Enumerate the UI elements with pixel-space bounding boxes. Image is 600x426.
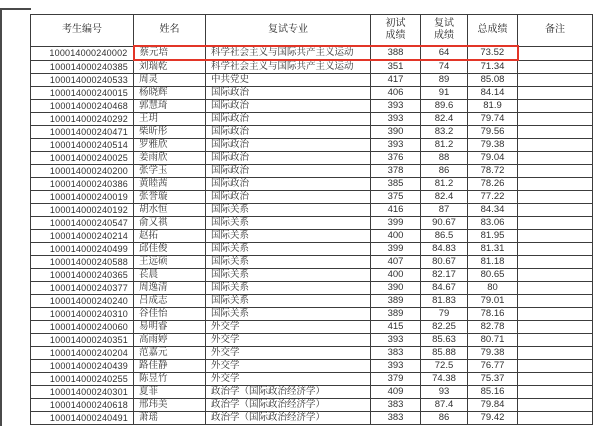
table-row [31,373,593,386]
table-row [31,217,593,230]
cell-remark [518,217,593,230]
cell-major: 外交学 [206,360,371,373]
cell-candidate-id: 100014000240214 [31,230,134,243]
cell-retest-score: 85.63 [421,334,468,347]
header-total-score [468,15,518,47]
cell-retest-score: 81.83 [421,295,468,308]
cell-major: 国际关系 [206,269,371,282]
cell-name: 罗雅欣 [134,139,206,152]
header-remark-label: 备注 [545,24,565,36]
cell-major: 科学社会主义与国际共产主义运动 [206,60,371,74]
cell-initial-score: 390 [371,126,421,139]
table-row [31,243,593,256]
cell-retest-score: 81.2 [421,178,468,191]
table-row [31,191,593,204]
cell-candidate-id: 100014000240292 [31,113,134,126]
cell-retest-score: 74.38 [421,373,468,386]
cell-remark [518,399,593,412]
cell-retest-score: 74 [421,60,468,74]
cell-retest-score: 86.5 [421,230,468,243]
cell-candidate-id: 100014000240385 [31,60,134,74]
cell-candidate-id: 100014000240547 [31,217,134,230]
cell-name: 高雨婷 [134,334,206,347]
cell-retest-score: 86 [421,165,468,178]
cell-candidate-id: 100014000240060 [31,321,134,334]
cell-major: 国际政治 [206,100,371,113]
cell-total-score: 79.01 [468,295,518,308]
cell-initial-score: 389 [371,308,421,321]
cell-major: 外交学 [206,347,371,360]
cell-major: 国际政治 [206,178,371,191]
cell-total-score: 81.95 [468,230,518,243]
cell-name: 黄睦茜 [134,178,206,191]
cell-initial-score: 407 [371,256,421,269]
cell-total-score: 85.08 [468,74,518,87]
cell-major: 国际政治 [206,126,371,139]
cell-retest-score: 82.4 [421,113,468,126]
table-row [31,308,593,321]
cell-remark [518,334,593,347]
cell-candidate-id: 100014000240192 [31,204,134,217]
table-row [31,60,593,74]
cell-remark [518,152,593,165]
cell-retest-score: 86 [421,412,468,425]
cell-major: 政治学（国际政治经济学） [206,412,371,425]
cell-total-score: 79.04 [468,152,518,165]
cell-initial-score: 393 [371,334,421,347]
cell-name: 蔡元培 [134,46,206,60]
cell-remark [518,373,593,386]
cell-major: 国际关系 [206,204,371,217]
cell-initial-score: 417 [371,74,421,87]
cell-total-score: 85.16 [468,386,518,399]
cell-initial-score: 390 [371,282,421,295]
cell-remark [518,412,593,425]
cell-remark [518,360,593,373]
cell-remark [518,347,593,360]
cell-initial-score: 351 [371,60,421,74]
cell-remark [518,126,593,139]
cell-name: 杨晓辉 [134,87,206,100]
cell-initial-score: 400 [371,269,421,282]
cell-name: 邱佳俊 [134,243,206,256]
table-row [31,139,593,152]
cell-candidate-id: 100014000240015 [31,87,134,100]
cell-initial-score: 375 [371,191,421,204]
table-row [31,334,593,347]
cell-name: 路佳静 [134,360,206,373]
cell-total-score: 82.78 [468,321,518,334]
table-row [31,321,593,334]
cell-remark [518,256,593,269]
cell-major: 外交学 [206,373,371,386]
header-major-label: 复试专业 [268,24,308,35]
cell-candidate-id: 100014000240240 [31,295,134,308]
cell-name: 萧瑶 [134,412,206,425]
cell-retest-score: 82.17 [421,269,468,282]
header-major [206,15,371,47]
header-initial-score [371,15,421,47]
cell-name: 王远硕 [134,256,206,269]
table-row [31,46,593,60]
cell-retest-score: 84.83 [421,243,468,256]
cell-major: 国际关系 [206,217,371,230]
cell-total-score: 83.06 [468,217,518,230]
cell-major: 国际政治 [206,87,371,100]
cell-retest-score: 90.67 [421,217,468,230]
cell-retest-score: 80.67 [421,256,468,269]
cell-remark [518,308,593,321]
cell-remark [518,113,593,126]
page-top-edge-line [0,8,31,10]
table-body [31,46,593,425]
cell-major: 国际政治 [206,139,371,152]
header-name [134,15,206,47]
table-row [31,412,593,425]
admission-score-table [30,14,593,425]
cell-candidate-id: 100014000240310 [31,308,134,321]
cell-initial-score: 379 [371,373,421,386]
cell-candidate-id: 100014000240025 [31,152,134,165]
cell-name: 周逸清 [134,282,206,295]
cell-major: 科学社会主义与国际共产主义运动 [206,46,371,60]
cell-candidate-id: 100014000240377 [31,282,134,295]
cell-candidate-id: 100014000240200 [31,165,134,178]
cell-total-score: 77.22 [468,191,518,204]
cell-remark [518,46,593,60]
table-row [31,152,593,165]
cell-retest-score: 64 [421,46,468,60]
cell-initial-score: 409 [371,386,421,399]
cell-total-score: 80.65 [468,269,518,282]
cell-remark [518,100,593,113]
cell-major: 国际关系 [206,295,371,308]
cell-candidate-id: 100014000240491 [31,412,134,425]
cell-total-score: 81.31 [468,243,518,256]
cell-initial-score: 393 [371,139,421,152]
cell-candidate-id: 100014000240471 [31,126,134,139]
cell-name: 周灵 [134,74,206,87]
cell-initial-score: 393 [371,100,421,113]
header-name-label: 姓名 [159,24,180,35]
cell-total-score: 80 [468,282,518,295]
cell-remark [518,165,593,178]
table-row [31,204,593,217]
header-total-score-label: 总成绩 [477,24,508,35]
cell-name: 易明睿 [134,321,206,334]
cell-name: 柴昕彤 [134,126,206,139]
cell-total-score: 81.18 [468,256,518,269]
cell-candidate-id: 100014000240618 [31,399,134,412]
cell-name: 苌晨 [134,269,206,282]
cell-candidate-id: 100014000240514 [31,139,134,152]
cell-total-score: 73.52 [468,46,518,60]
cell-remark [518,204,593,217]
cell-candidate-id: 100014000240351 [31,334,134,347]
cell-retest-score: 81.2 [421,139,468,152]
cell-major: 中共党史 [206,74,371,87]
cell-major: 外交学 [206,321,371,334]
cell-initial-score: 393 [371,113,421,126]
cell-major: 国际政治 [206,152,371,165]
cell-remark [518,386,593,399]
cell-total-score: 78.16 [468,308,518,321]
cell-initial-score: 400 [371,230,421,243]
cell-major: 国际政治 [206,191,371,204]
cell-name: 刘瑞乾 [134,60,206,74]
cell-retest-score: 85.88 [421,347,468,360]
cell-name: 赵拓 [134,230,206,243]
cell-name: 姜雨欣 [134,152,206,165]
cell-name: 陈昱竹 [134,373,206,386]
cell-initial-score: 388 [371,46,421,60]
cell-total-score: 79.38 [468,139,518,152]
cell-name: 王玥 [134,113,206,126]
table-row [31,386,593,399]
cell-name: 胡水恒 [134,204,206,217]
cell-name: 郭慧琦 [134,100,206,113]
page-left-edge-line [0,8,2,426]
cell-total-score: 79.56 [468,126,518,139]
cell-retest-score: 79 [421,308,468,321]
cell-major: 国际关系 [206,243,371,256]
cell-retest-score: 83.2 [421,126,468,139]
cell-candidate-id: 100014000240255 [31,373,134,386]
cell-total-score: 81.9 [468,100,518,113]
table-row [31,74,593,87]
cell-initial-score: 376 [371,152,421,165]
cell-initial-score: 415 [371,321,421,334]
cell-candidate-id: 100014000240301 [31,386,134,399]
cell-retest-score: 88 [421,152,468,165]
cell-retest-score: 89.6 [421,100,468,113]
table-row [31,347,593,360]
cell-retest-score: 82.25 [421,321,468,334]
cell-initial-score: 383 [371,399,421,412]
cell-initial-score: 389 [371,295,421,308]
table-row [31,282,593,295]
cell-initial-score: 383 [371,412,421,425]
cell-total-score: 79.38 [468,347,518,360]
cell-remark [518,282,593,295]
cell-major: 国际政治 [206,113,371,126]
cell-remark [518,87,593,100]
cell-name: 范嘉元 [134,347,206,360]
cell-name: 谷佳怡 [134,308,206,321]
cell-initial-score: 378 [371,165,421,178]
cell-initial-score: 385 [371,178,421,191]
cell-remark [518,191,593,204]
cell-major: 国际政治 [206,165,371,178]
table-row [31,230,593,243]
cell-remark [518,243,593,256]
cell-candidate-id: 100014000240468 [31,100,134,113]
table-row [31,269,593,282]
table-row [31,100,593,113]
cell-candidate-id: 100014000240499 [31,243,134,256]
header-retest-score [421,15,468,47]
cell-initial-score: 416 [371,204,421,217]
cell-initial-score: 399 [371,217,421,230]
header-initial-score-label: 初试成绩 [385,17,406,41]
table-row [31,256,593,269]
cell-total-score: 80.71 [468,334,518,347]
table-row [31,399,593,412]
table-row [31,113,593,126]
cell-remark [518,178,593,191]
cell-total-score: 79.74 [468,113,518,126]
cell-total-score: 79.42 [468,412,518,425]
cell-candidate-id: 100014000240365 [31,269,134,282]
cell-total-score: 75.37 [468,373,518,386]
cell-remark [518,74,593,87]
cell-remark [518,295,593,308]
table-row [31,360,593,373]
cell-major: 国际关系 [206,308,371,321]
cell-retest-score: 87.4 [421,399,468,412]
cell-total-score: 76.77 [468,360,518,373]
cell-candidate-id: 100014000240588 [31,256,134,269]
cell-name: 俞又祺 [134,217,206,230]
cell-major: 政治学（国际政治经济学） [206,399,371,412]
cell-name: 吕成志 [134,295,206,308]
header-remark [518,15,593,47]
cell-total-score: 78.72 [468,165,518,178]
cell-initial-score: 399 [371,243,421,256]
cell-total-score: 78.26 [468,178,518,191]
cell-candidate-id: 100014000240002 [31,46,134,60]
table-row [31,165,593,178]
cell-major: 政治学（国际政治经济学） [206,386,371,399]
header-candidate-id [31,15,134,47]
cell-retest-score: 87 [421,204,468,217]
header-retest-score-label: 复试成绩 [434,17,454,41]
cell-retest-score: 84.67 [421,282,468,295]
header-row [31,15,593,47]
cell-candidate-id: 100014000240386 [31,178,134,191]
cell-major: 国际关系 [206,230,371,243]
cell-major: 国际关系 [206,256,371,269]
cell-initial-score: 406 [371,87,421,100]
cell-remark [518,60,593,74]
cell-candidate-id: 100014000240439 [31,360,134,373]
cell-name: 张誉璇 [134,191,206,204]
cell-retest-score: 91 [421,87,468,100]
cell-candidate-id: 100014000240204 [31,347,134,360]
cell-total-score: 79.84 [468,399,518,412]
cell-total-score: 71.34 [468,60,518,74]
cell-retest-score: 82.4 [421,191,468,204]
cell-major: 外交学 [206,334,371,347]
table-row [31,87,593,100]
cell-retest-score: 72.5 [421,360,468,373]
table-row [31,126,593,139]
cell-name: 夏菲 [134,386,206,399]
cell-initial-score: 393 [371,360,421,373]
table-row [31,178,593,191]
cell-remark [518,230,593,243]
cell-total-score: 84.34 [468,204,518,217]
cell-candidate-id: 100014000240533 [31,74,134,87]
cell-initial-score: 383 [371,347,421,360]
cell-name: 邢玮美 [134,399,206,412]
cell-major: 国际关系 [206,282,371,295]
cell-candidate-id: 100014000240019 [31,191,134,204]
cell-remark [518,321,593,334]
cell-remark [518,139,593,152]
cell-name: 张学玉 [134,165,206,178]
cell-retest-score: 93 [421,386,468,399]
table-row [31,295,593,308]
cell-retest-score: 89 [421,74,468,87]
cell-remark [518,269,593,282]
cell-total-score: 84.14 [468,87,518,100]
header-candidate-id-label: 考生编号 [62,24,102,36]
